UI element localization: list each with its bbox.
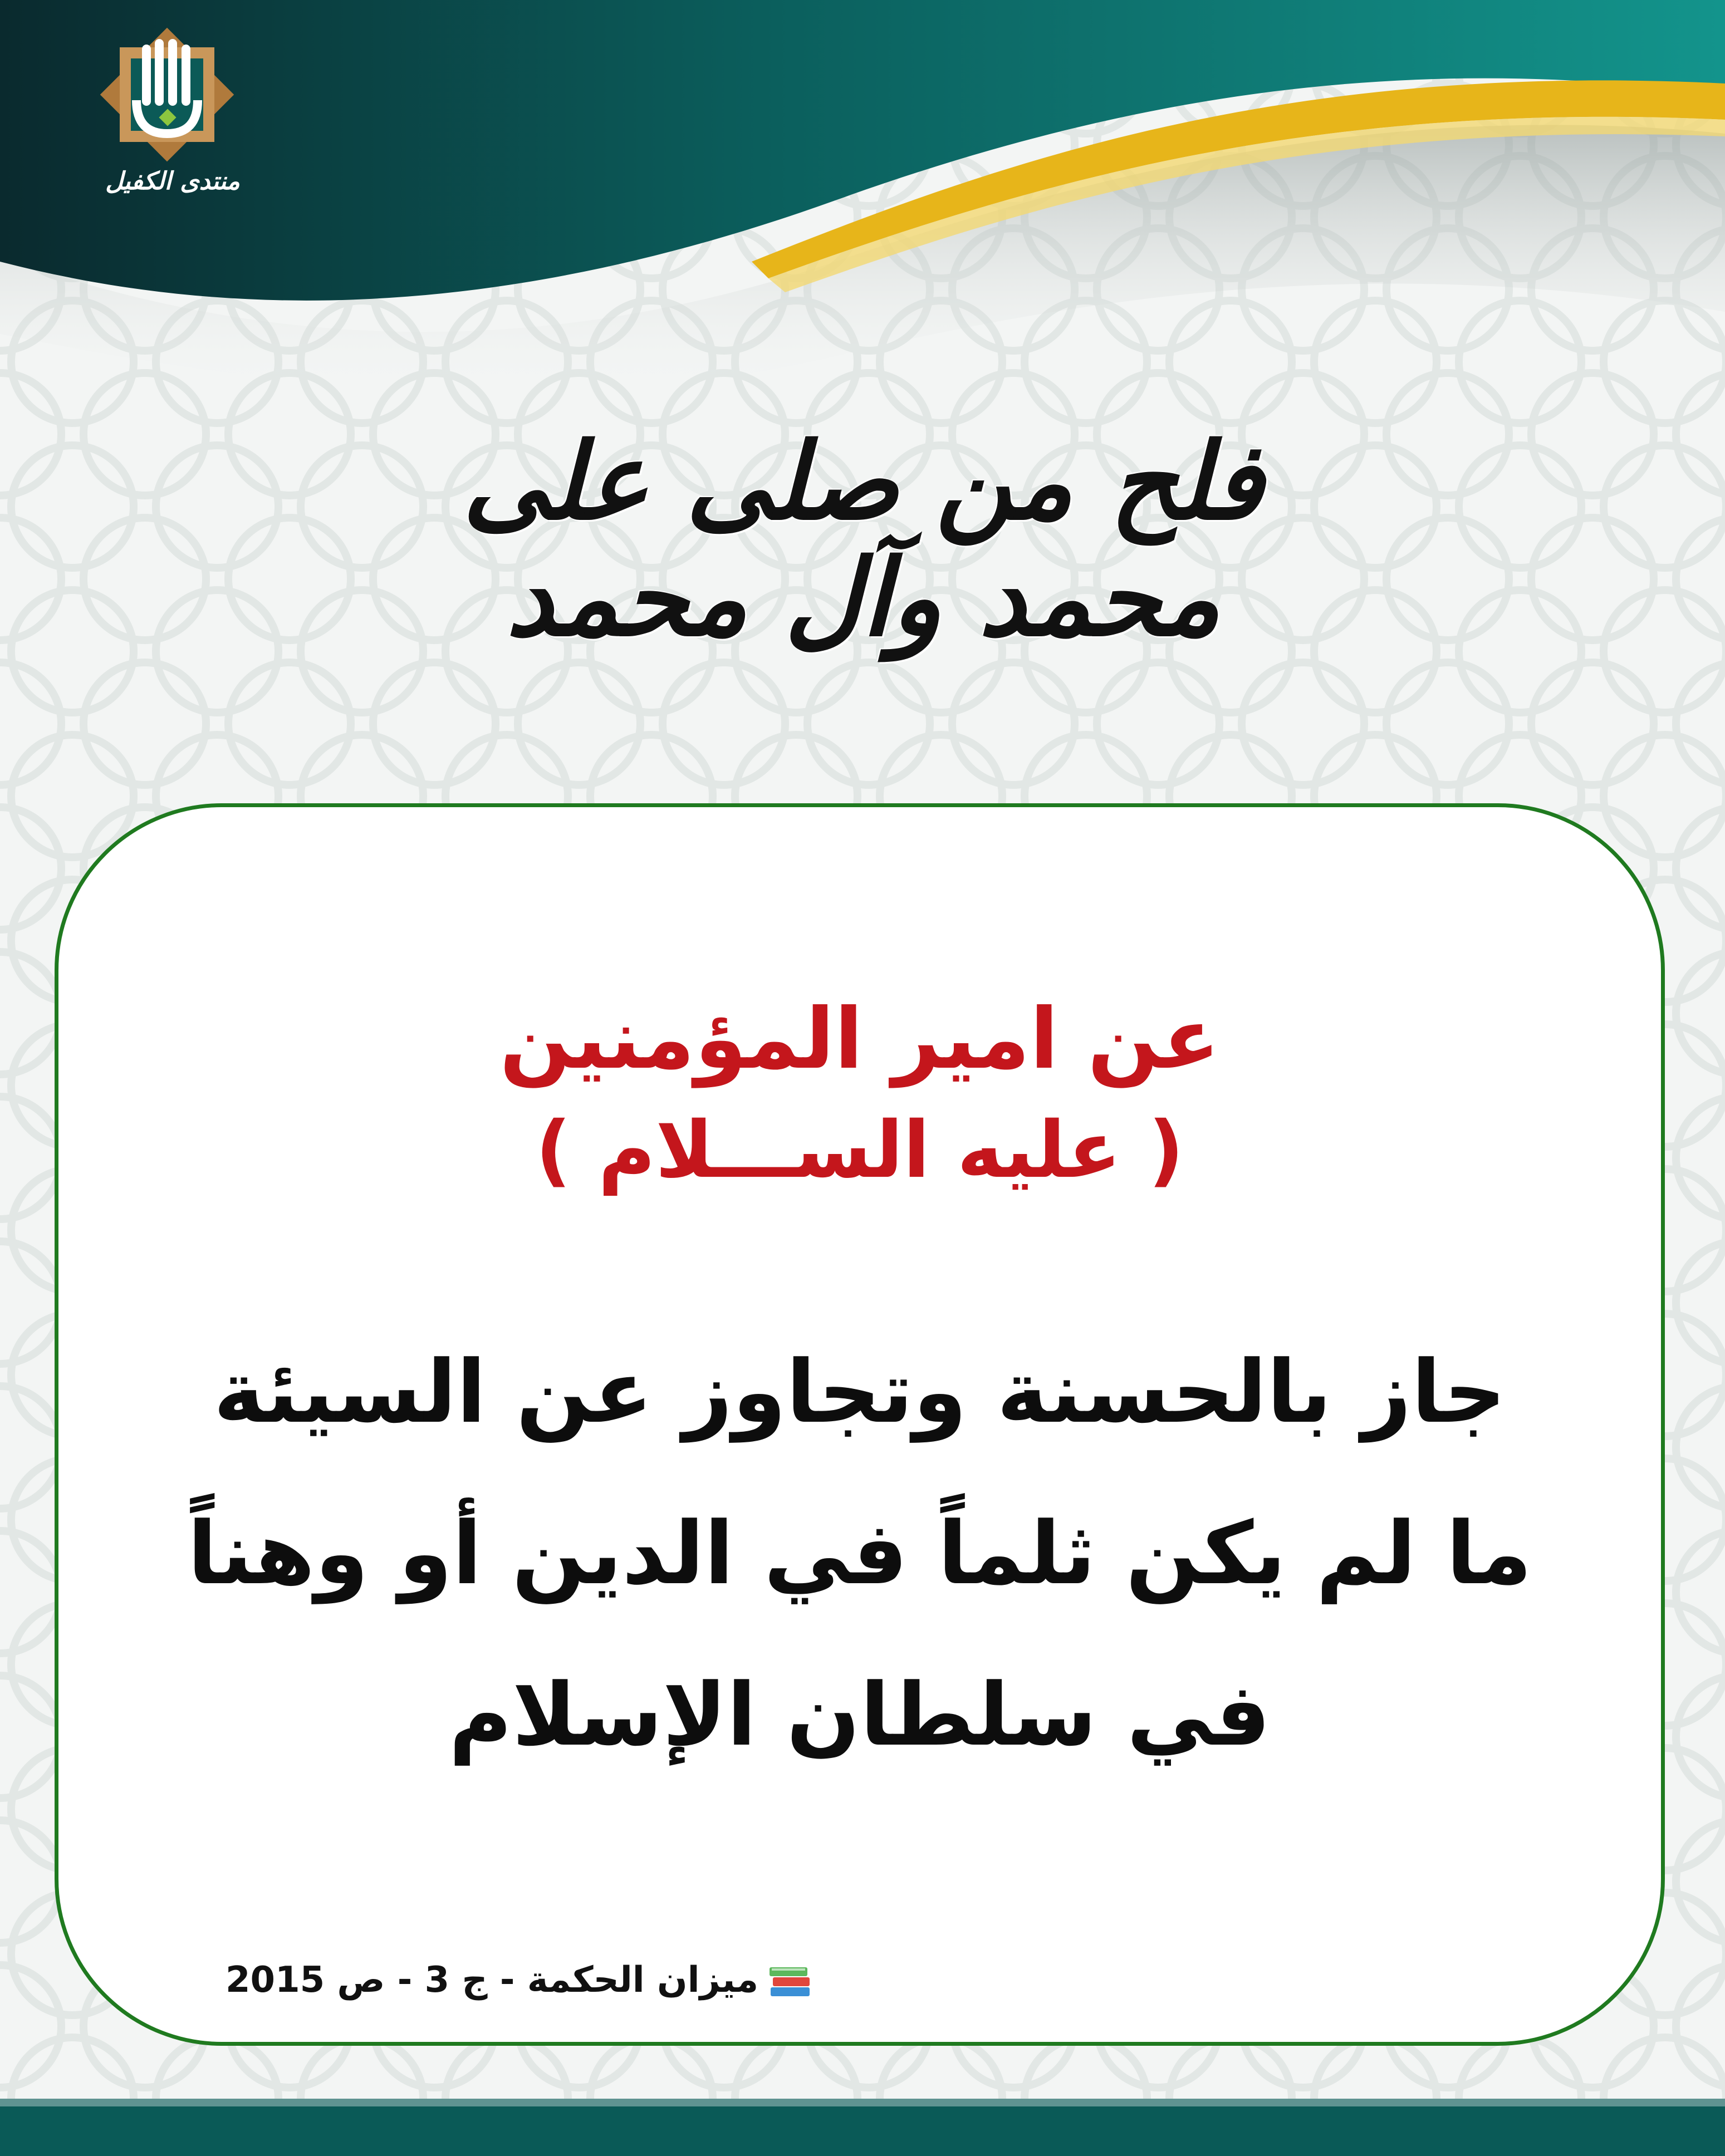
footer-stripe xyxy=(0,2099,1725,2106)
hadith-line: ما لم يكن ثلماً في الدين أو وهناً xyxy=(187,1503,1532,1604)
attribution-honorific: ( عليه الســـلام ) xyxy=(535,1105,1184,1196)
logo-caption: منتدى الكفيل xyxy=(105,167,240,195)
source-citation xyxy=(226,1959,813,2001)
footer-band xyxy=(0,2099,1725,2156)
books-icon xyxy=(768,1961,813,2000)
hadith-line: جاز بالحسنة وتجاوز عن السيئة xyxy=(213,1342,1506,1442)
content-card xyxy=(55,803,1665,2046)
hadith-line: في سلطان الإسلام xyxy=(449,1664,1271,1765)
attribution-title: عن امير المؤمنين xyxy=(499,991,1220,1088)
source-text: ميزان الحكمة - ج 3 - ص 2015 xyxy=(226,1959,759,2001)
calligraphy-banner: فلح من صلى على محمد وآل محمد xyxy=(462,419,1264,660)
